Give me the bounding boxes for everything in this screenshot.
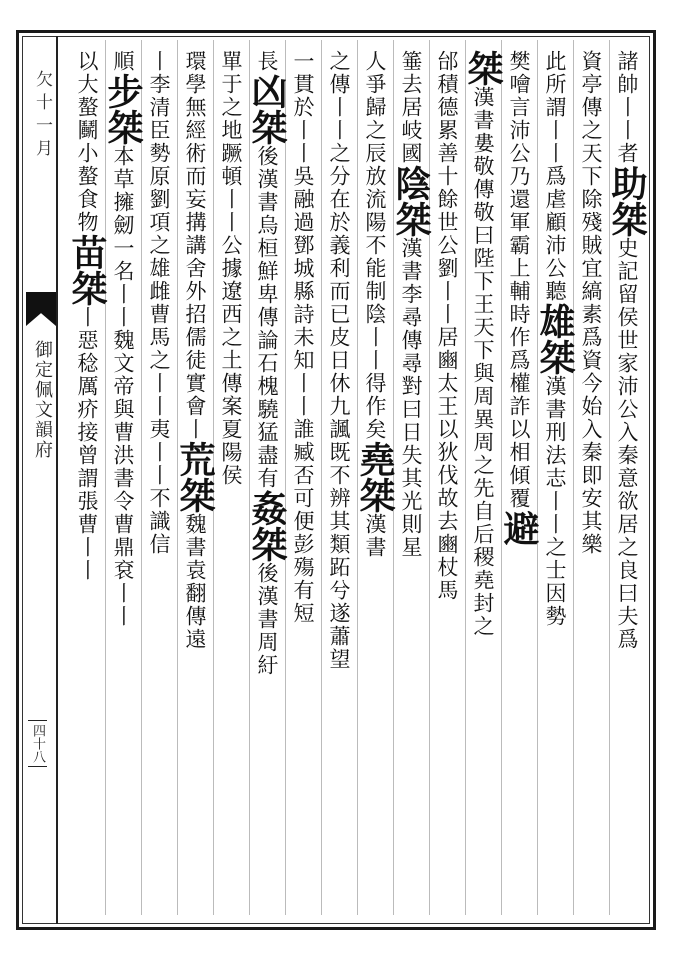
column-text: 長 (255, 50, 279, 73)
column-text: 環學無經術而妄搆講舍外招儒徒實會丨 (183, 50, 207, 441)
page-number: 四十八 (28, 720, 47, 767)
column-text: 輔時作爲權詐以相傾覆 (507, 280, 531, 510)
text-column (498, 40, 540, 915)
headword: 避 (498, 510, 540, 546)
text-column (102, 40, 144, 915)
column-text: 天下除殘賊宜縞素爲資今始入秦即安其樂 (579, 142, 603, 556)
column-text: 順 (111, 50, 135, 73)
headword: 步桀 (102, 73, 144, 145)
text-column (606, 40, 648, 915)
column-text: 蕭望 (327, 625, 351, 671)
column-text: 諸帥丨丨者 (615, 50, 639, 165)
column-text: 後漢書周紆 (255, 562, 279, 677)
column-text: 丨李清臣勢原劉項之雄雌曹馬之丨丨 (147, 50, 171, 418)
text-column (321, 40, 357, 915)
column-text: 魏書袁翻傳遠 (183, 513, 207, 651)
column-text: 以大螯鬭小螯食物 (75, 50, 99, 234)
headword: 姦桀 (246, 490, 288, 562)
text-column (66, 40, 108, 915)
column-text: 漢書刑法志丨丨之士因勢 (543, 375, 567, 628)
headword: 雄桀 (534, 303, 576, 375)
headword: 荒桀 (174, 441, 216, 513)
column-text: 本草擁劒一名丨丨 (111, 145, 135, 329)
headword: 凶桀 (246, 73, 288, 145)
column-text: 之傳丨丨之分在於義利而已皮日休九諷既不辨其類跖兮遂 (327, 50, 351, 625)
text-column (429, 40, 465, 915)
column-text: 魏文帝與曹洪書令曹鼎袞丨丨 (111, 329, 135, 628)
text-column (390, 40, 432, 915)
text-column (285, 40, 321, 915)
column-text: 箠去居岐國 (399, 50, 423, 165)
text-column (213, 40, 249, 915)
text-column (573, 40, 609, 915)
column-text: 人爭歸之 (363, 50, 387, 142)
text-columns (60, 40, 648, 915)
column-text: 丨惡稔厲疥接曾謂張曹丨丨 (75, 306, 99, 582)
column-text: 樊噲言沛公乃還軍霸上 (507, 50, 531, 280)
column-text: 一貫於丨丨吳融過鄧城縣詩未知丨丨誰臧否可便彭殤有短 (291, 50, 315, 625)
column-text: 後漢書烏桓鮮卑傳論石槐驍猛盡有 (255, 145, 279, 490)
column-text: 漢書李尋傳尋對曰日失其光則星 (399, 237, 423, 559)
text-column (141, 40, 177, 915)
column-text: 單于之地蹶頓丨丨公據遼西之土 (219, 50, 243, 372)
headword: 助桀 (606, 165, 648, 237)
column-text: 辰放流陽不能制陰丨丨得作矣 (363, 142, 387, 441)
column-text: 漢書 (363, 513, 387, 559)
column-text: 傳案夏陽侯 (219, 372, 243, 487)
text-column (246, 40, 288, 915)
text-column (462, 40, 504, 915)
headword: 桀 (462, 50, 504, 86)
column-text: 夷丨丨不識信 (147, 418, 171, 556)
column-text: 此所謂丨丨爲虐顧沛公聽 (543, 50, 567, 303)
text-column (354, 40, 396, 915)
headword: 堯桀 (354, 441, 396, 513)
column-text: 漢書婁敬傳敬曰陛下王天下與周異周之先自后稷堯封之 (471, 86, 495, 638)
column-text: 資亭傳之 (579, 50, 603, 142)
margin-book-title: 御定佩文韻府 (32, 340, 53, 460)
text-column (534, 40, 576, 915)
margin-top-marks: 欠十一月 (32, 70, 52, 162)
headword: 苗桀 (66, 234, 108, 306)
fold-margin-strip (22, 36, 58, 924)
headword: 陰桀 (390, 165, 432, 237)
column-text: 邰積德累善十餘世公劉丨丨居豳太王以狄伐故去豳杖馬 (435, 50, 459, 602)
text-column (174, 40, 216, 915)
column-text: 史記留侯世家沛公入秦意欲居之良曰夫爲 (615, 237, 639, 651)
